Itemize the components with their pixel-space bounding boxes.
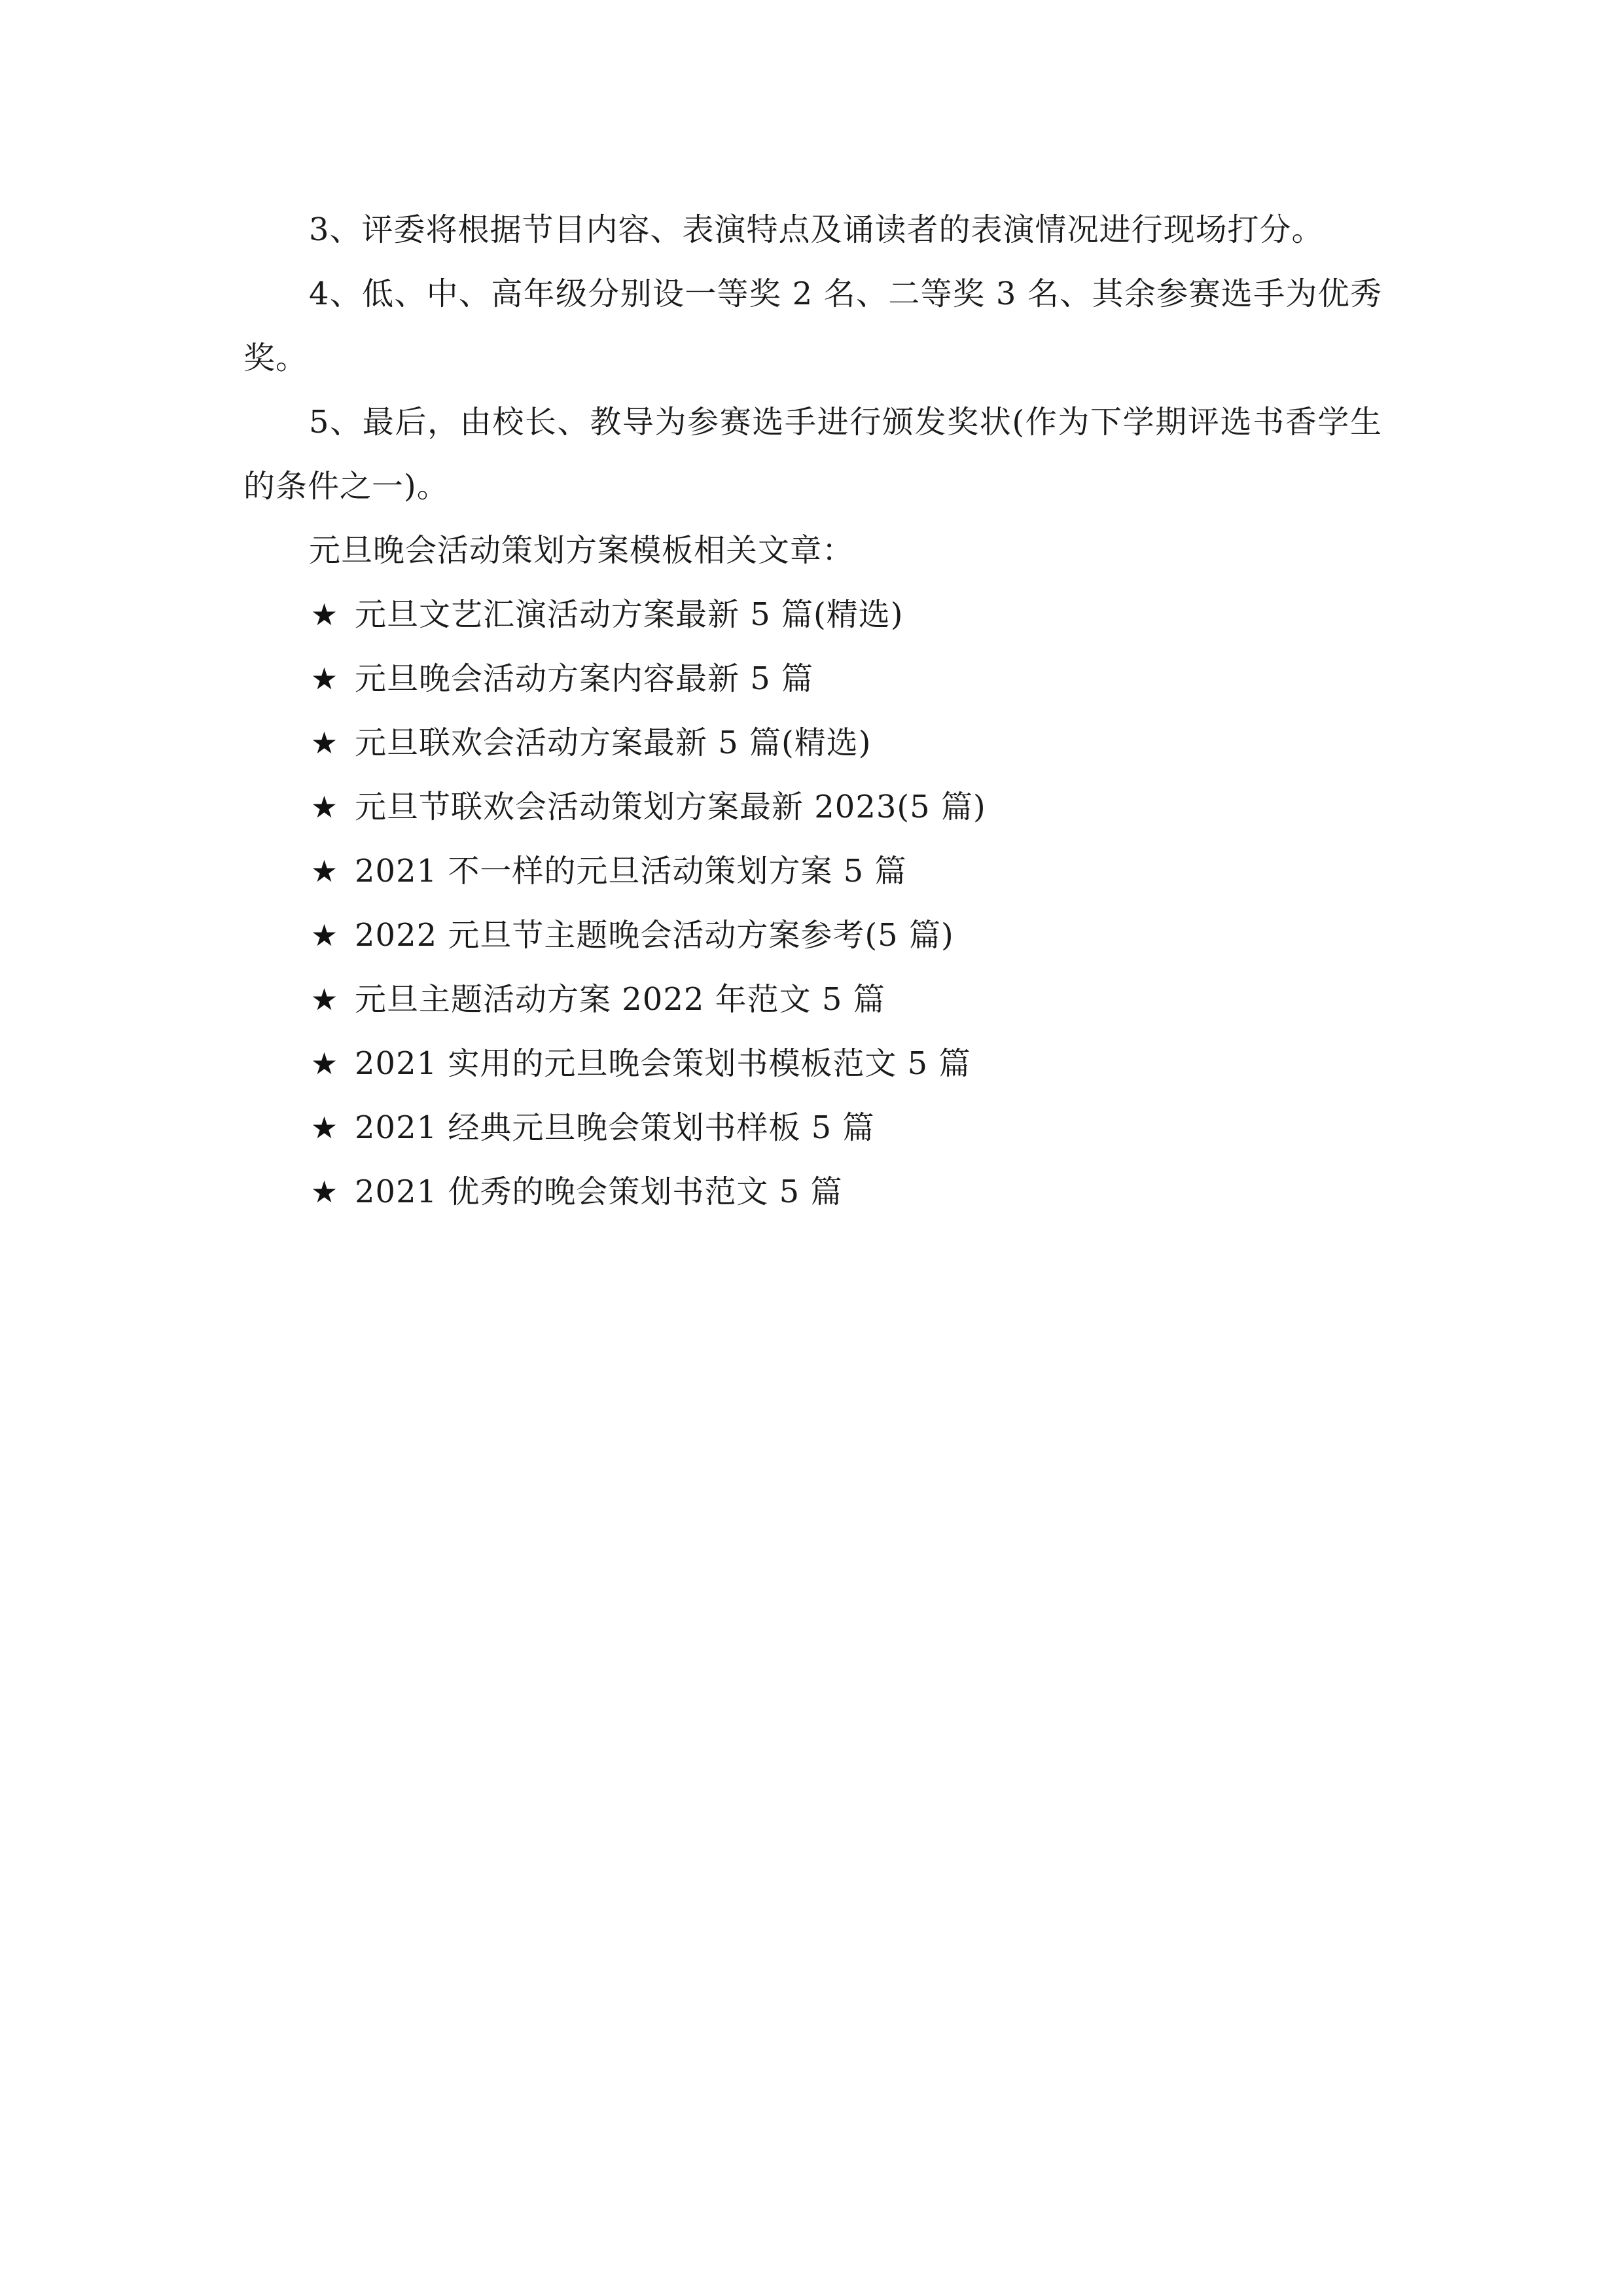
star-icon: ★ (310, 789, 339, 825)
star-icon: ★ (310, 982, 339, 1017)
related-article-link[interactable]: 元旦晚会活动方案内容最新 5 篇 (355, 660, 814, 697)
star-icon: ★ (310, 918, 339, 953)
related-article-link[interactable]: 元旦联欢会活动方案最新 5 篇(精选) (355, 725, 872, 761)
related-article-link[interactable]: 2021 不一样的元旦活动策划方案 5 篇 (355, 853, 907, 889)
related-article-item[interactable] (309, 903, 1382, 967)
star-icon: ★ (310, 1110, 339, 1145)
star-icon: ★ (310, 661, 339, 696)
paragraph-rule-4: 4、低、中、高年级分别设一等奖 2 名、二等奖 3 名、其余参赛选手为优秀奖。 (243, 276, 1382, 376)
related-article-item[interactable] (309, 583, 1382, 647)
star-icon: ★ (310, 1174, 339, 1210)
related-article-item[interactable] (309, 647, 1382, 711)
related-article-item[interactable] (309, 1031, 1382, 1096)
related-article-item[interactable] (309, 711, 1382, 775)
related-article-item[interactable] (309, 839, 1382, 903)
paragraph-rule-5: 5、最后，由校长、教导为参赛选手进行颁发奖状(作为下学期评选书香学生的条件之一)。 (243, 404, 1382, 505)
star-icon: ★ (310, 1046, 339, 1081)
related-article-item[interactable] (309, 775, 1382, 839)
related-article-link[interactable]: 2021 优秀的晚会策划书范文 5 篇 (355, 1174, 843, 1210)
star-icon: ★ (310, 853, 339, 889)
related-article-link[interactable]: 元旦主题活动方案 2022 年范文 5 篇 (355, 981, 885, 1018)
related-articles-heading: 元旦晚会活动策划方案模板相关文章： (309, 532, 855, 569)
related-article-item[interactable] (309, 1096, 1382, 1160)
related-articles-list (243, 583, 1382, 1224)
paragraph-rule-3: 3、评委将根据节目内容、表演特点及诵读者的表演情况进行现场打分。 (309, 211, 1324, 248)
related-article-link[interactable]: 2022 元旦节主题晚会活动方案参考(5 篇) (355, 917, 954, 954)
star-icon: ★ (310, 597, 339, 632)
related-article-link[interactable]: 2021 实用的元旦晚会策划书模板范文 5 篇 (355, 1045, 971, 1082)
related-article-link[interactable]: 元旦节联欢会活动策划方案最新 2023(5 篇) (355, 789, 986, 825)
related-article-link[interactable]: 元旦文艺汇演活动方案最新 5 篇(精选) (355, 596, 904, 633)
related-article-item[interactable] (309, 967, 1382, 1031)
related-article-item[interactable] (309, 1160, 1382, 1224)
star-icon: ★ (310, 725, 339, 761)
document-body (243, 198, 1382, 1224)
related-article-link[interactable]: 2021 经典元旦晚会策划书样板 5 篇 (355, 1109, 875, 1146)
